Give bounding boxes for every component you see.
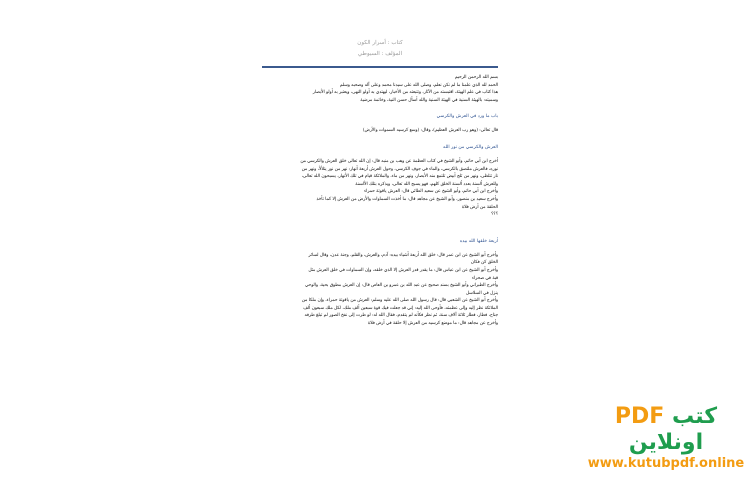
section-heading: العرش والكرسي من نور الله [442, 144, 498, 150]
watermark-url: www.kutubpdf.online [587, 456, 745, 471]
document-page [262, 36, 498, 480]
section-heading: أربعة خلقها الله بيده [459, 238, 498, 244]
body-line: نار تتلظى، ونهر من ثلج أبيض تلتمع منه الأبصار، ونهر من ماء، والملائكة قيام في تلك الأنهار، يسبحون الله تعالى، [301, 174, 498, 180]
body-line: وللعرش ألسنة بعدد ألسنة الخلق كلهم، فهو يسبح الله تعالى، ويذكره بتلك الألسنة [355, 181, 498, 187]
intro-line: الحمد لله الذي علمنا ما لم نكن نعلم، وصلى الله على سيدنا محمد وعلى آله وصحبه وسلم [339, 82, 498, 88]
body-line: وأخرج أبو الشيخ عن الشعبي قال: قال رسول الله صلى الله عليه وسلم: العرش من ياقوتة حمراء، وإن ملكا من [301, 298, 498, 304]
body-line: الخلق كن فكان [470, 260, 498, 266]
section-body [262, 252, 498, 328]
intro-line: وسميته: بالهيئة السنية في الهيئة السنية والله أسأل حسن النية، وخاتمة مرضية [360, 97, 498, 103]
watermark-logo [586, 404, 746, 472]
intro-block [262, 74, 498, 104]
body-line: قال تعالى: (وهو رب العرش العظيم)، وقال: (وسع كرسيه السموات والأرض) [362, 128, 498, 134]
watermark-kutub: كتب [672, 404, 718, 429]
body-line: وأخرج ابن أبي حاتم، وأبو الشيخ عن سعيد الطائي قال: العرش ياقوتة حمراء [364, 189, 498, 195]
body-line: جناح، فطار، فطار ثلاثة آلاف سنة، ثم نظر فكأنه لم يتقدم، فقال الله له: لو طرت إلى نفخ الصور لم تبلغ طرفه [304, 313, 498, 319]
body-line: وأخرج أبو الشيخ عن ابن عمر قال: خلق الله أربعة أشياء بيده: آدم، والعرش، والقلم، وجنة عدن، وقال لسائر [308, 252, 498, 258]
watermark-brand [586, 404, 746, 456]
body-line: ؟؟؟ [491, 212, 498, 218]
body-line: وأخرج أبو الشيخ عن ابن عباس قال: ما يقدر قدر العرش إلا الذي خلقه، وإن السماوات في خلق العرش مثل [308, 267, 498, 273]
watermark-pdf: PDF [614, 404, 665, 429]
book-title: كتاب : أسرار الكون [357, 40, 403, 46]
body-line: وأخرج عن مجاهد قال: ما موضع كرسيه من العرش إلا حلقة في أرض فلاة [367, 321, 498, 327]
body-line: الحلقة من أرض فلاة [461, 204, 498, 210]
author-line: المؤلف : السيوطي [357, 51, 403, 57]
body-line: أخرج ابن أبي حاتم، وأبو الشيخ في كتاب العظمة عن وهب بن منبه قال: إن الله تعالى خلق العرش والكرسي من [300, 158, 498, 164]
body-line: الملائكة نظر إليه وإلى عظمته، فأوحى الله إليه: إني قد جعلت فيك قوة سبعين ألف ملك، لكل ملك سبعون ألف [303, 305, 498, 311]
intro-line: هذا كتاب في علم الهيئة، اقتبسته من الآثار، وتتبعته من الأخبار، ليهتدي به أولو النهى، ويعتبر به أولو الأبصار [312, 90, 498, 96]
watermark-online: اونلاين [628, 430, 704, 455]
header-rule [262, 66, 498, 68]
document-header [262, 38, 498, 60]
body-line: وأخرج الطبراني وأبو الشيخ بسند صحيح عن عبد الله بن عمرو بن العاص قال: إن العرش مطوق بحية، والوحي [304, 283, 498, 289]
body-line: ينزل في السلاسل [465, 290, 498, 296]
section-body [262, 158, 498, 219]
section-heading: باب ما ورد في العرش والكرسي [436, 114, 498, 120]
section-body [262, 127, 498, 135]
intro-line: بسم الله الرحمن الرحيم [454, 75, 498, 80]
body-line: نوره، فالعرش ملتصق بالكرسي، والماء في جوف الكرسي، وحول العرش أربعة أنهار: نهر من نور يتلألأ، ونهر من [301, 166, 498, 172]
body-line: قبة في صحراء [471, 275, 498, 281]
body-line: وأخرج سعيد بن منصور، وأبو الشيخ عن مجاهد قال: ما أخذت السماوات والأرض من العرش إلا كما تأخذ [316, 196, 498, 202]
